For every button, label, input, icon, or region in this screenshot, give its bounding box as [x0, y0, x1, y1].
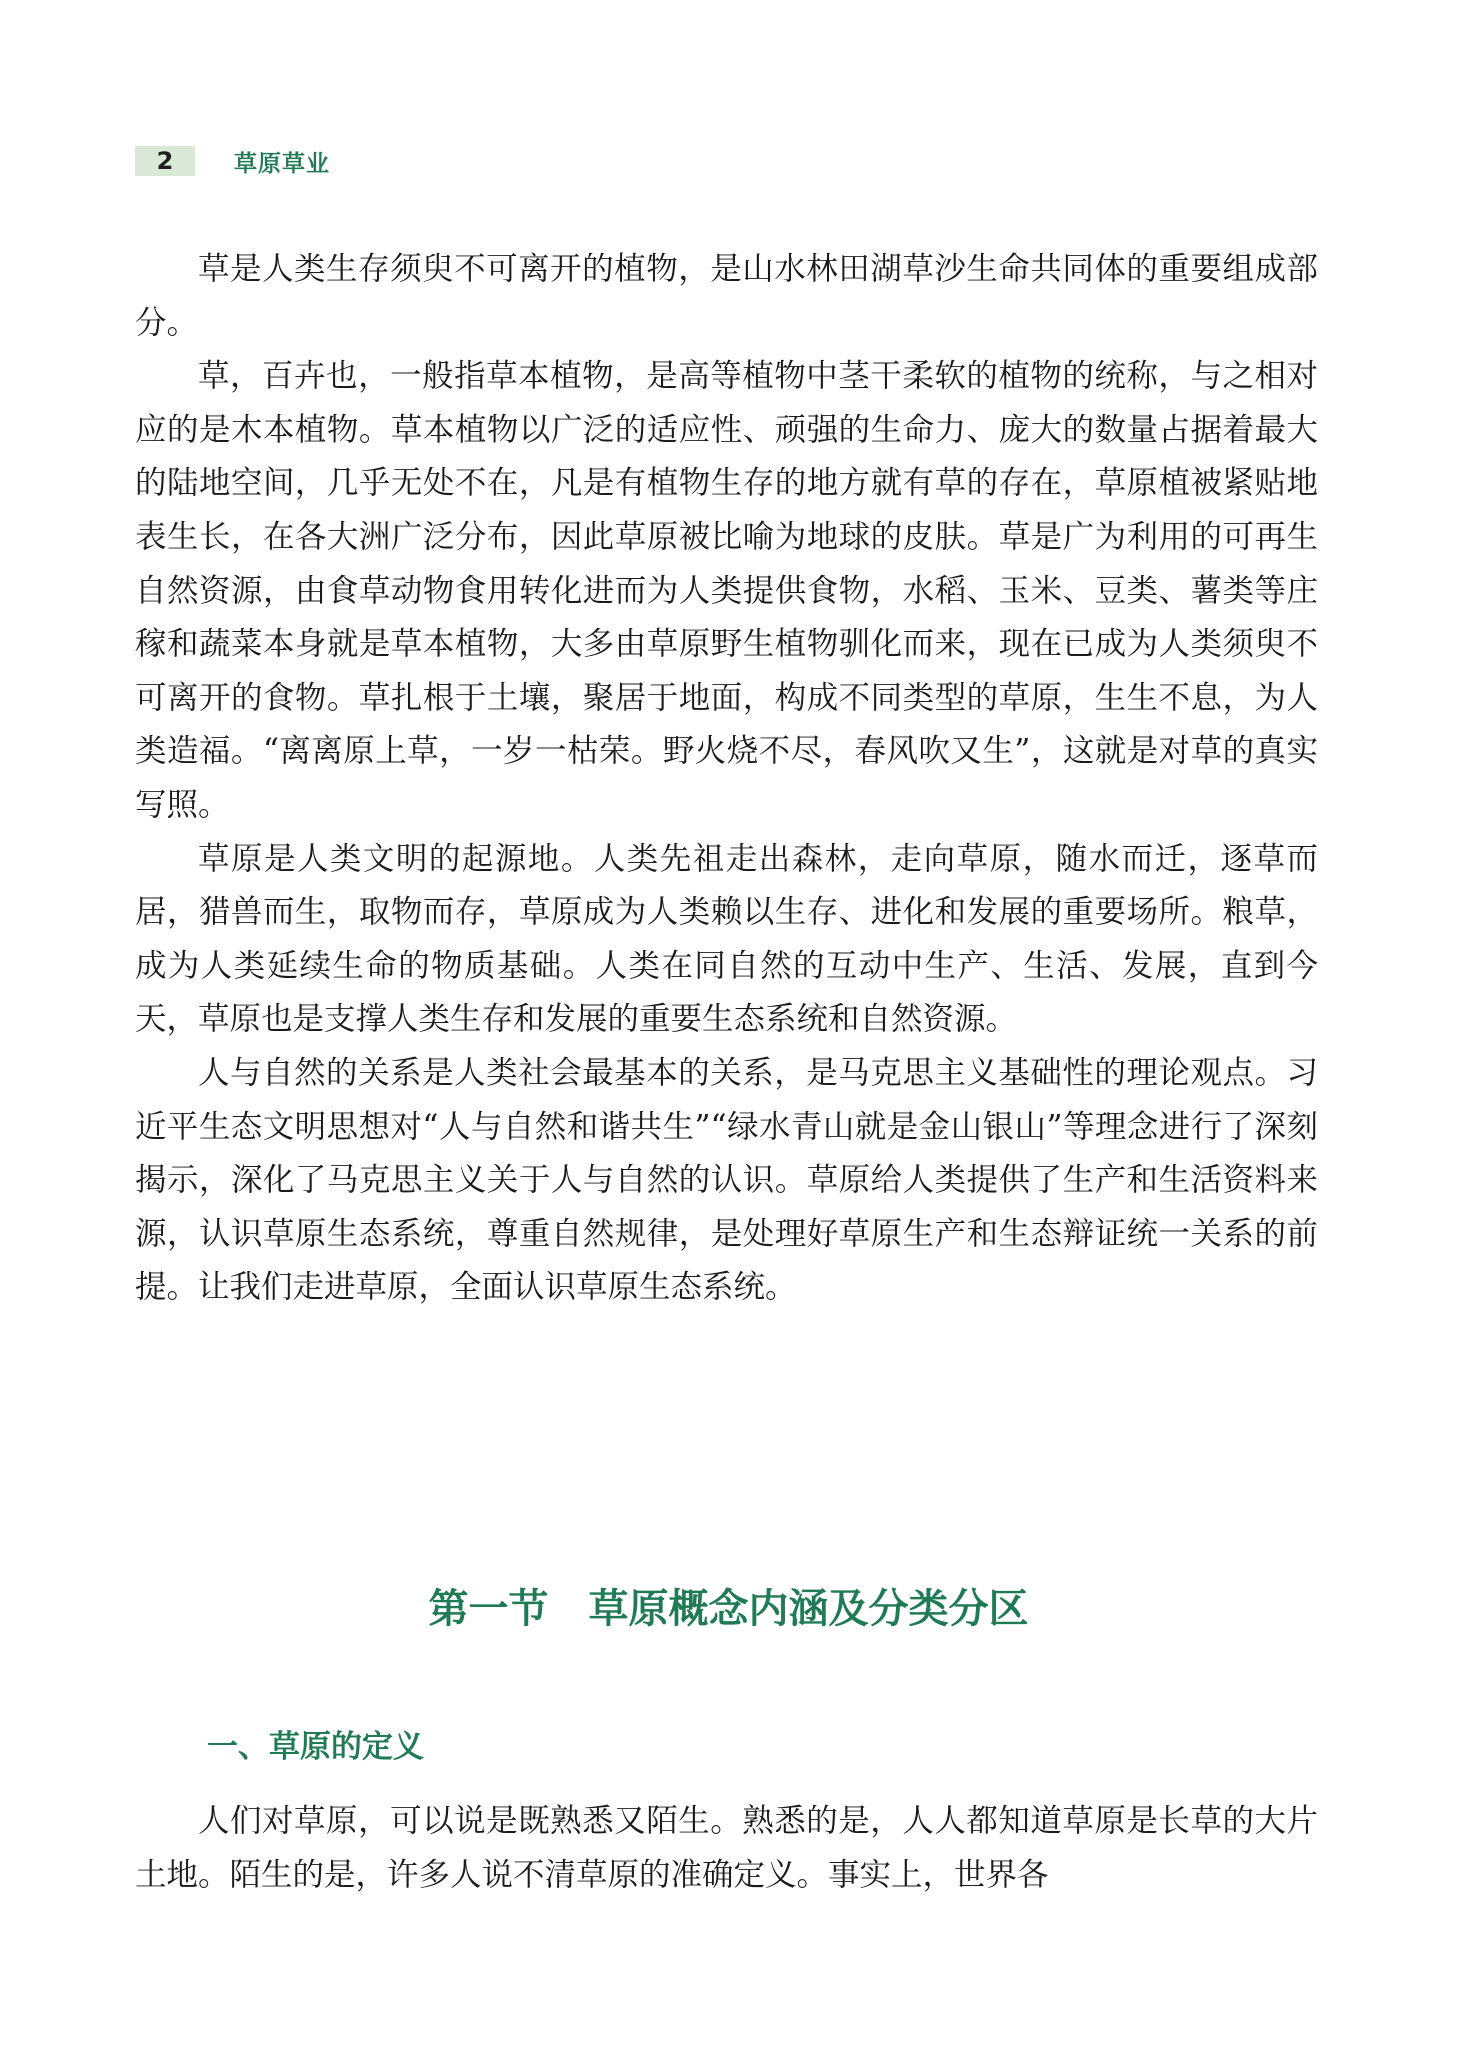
- paragraph: 草原是人类文明的起源地。人类先祖走出森林，走向草原，随水而迁，逐草而居，猎兽而生，取物而存，草原成为人类赖以生存、进化和发展的重要场所。粮草，成为人类延续生命的物质基础。人类在同自然的互动中生产、生活、发展，直到今天，草原也是支撑人类生存和发展的重要生态系统和自然资源。: [135, 840, 1318, 1038]
- paragraph: 草是人类生存须臾不可离开的植物，是山水林田湖草沙生命共同体的重要组成部分。: [135, 251, 1318, 341]
- intro-body-text: [135, 243, 1318, 1315]
- paragraph: 人与自然的关系是人类社会最基本的关系，是马克思主义基础性的理论观点。习近平生态文明思想对“人与自然和谐共生”“绿水青山就是金山银山”等理念进行了深刻揭示，深化了马克思主义关于人与自然的认识。草原给人类提供了生产和生活资料来源，认识草原生态系统，尊重自然规律，是处理好草原生产和生态辩证统一关系的前提。让我们走进草原，全面认识草原生态系统。: [135, 1054, 1318, 1306]
- book-title: 草原草业: [234, 150, 330, 177]
- section-title: 第一节 草原概念内涵及分类分区: [428, 1586, 1029, 1633]
- subsection-title: 一、草原的定义: [207, 1729, 424, 1765]
- section-body-text: [135, 1795, 1318, 1902]
- page-number: 2: [135, 146, 195, 176]
- paragraph: 草，百卉也，一般指草本植物，是高等植物中茎干柔软的植物的统称，与之相对应的是木本植物。草本植物以广泛的适应性、顽强的生命力、庞大的数量占据着最大的陆地空间，几乎无处不在，凡是有植物生存的地方就有草的存在，草原植被紧贴地表生长，在各大洲广泛分布，因此草原被比喻为地球的皮肤。草是广为利用的可再生自然资源，由食草动物食用转化进而为人类提供食物，水稻、玉米、豆类、薯类等庄稼和蔬菜本身就是草本植物，大多由草原野生植物驯化而来，现在已成为人类须臾不可离开的食物。草扎根于土壤，聚居于地面，构成不同类型的草原，生生不息，为人类造福。“离离原上草，一岁一枯荣。野火烧不尽，春风吹又生”，这就是对草的真实写照。: [135, 358, 1318, 823]
- paragraph: 人们对草原，可以说是既熟悉又陌生。熟悉的是，人人都知道草原是长草的大片土地。陌生的是，许多人说不清草原的准确定义。事实上，世界各: [135, 1803, 1318, 1893]
- running-header: [135, 146, 330, 176]
